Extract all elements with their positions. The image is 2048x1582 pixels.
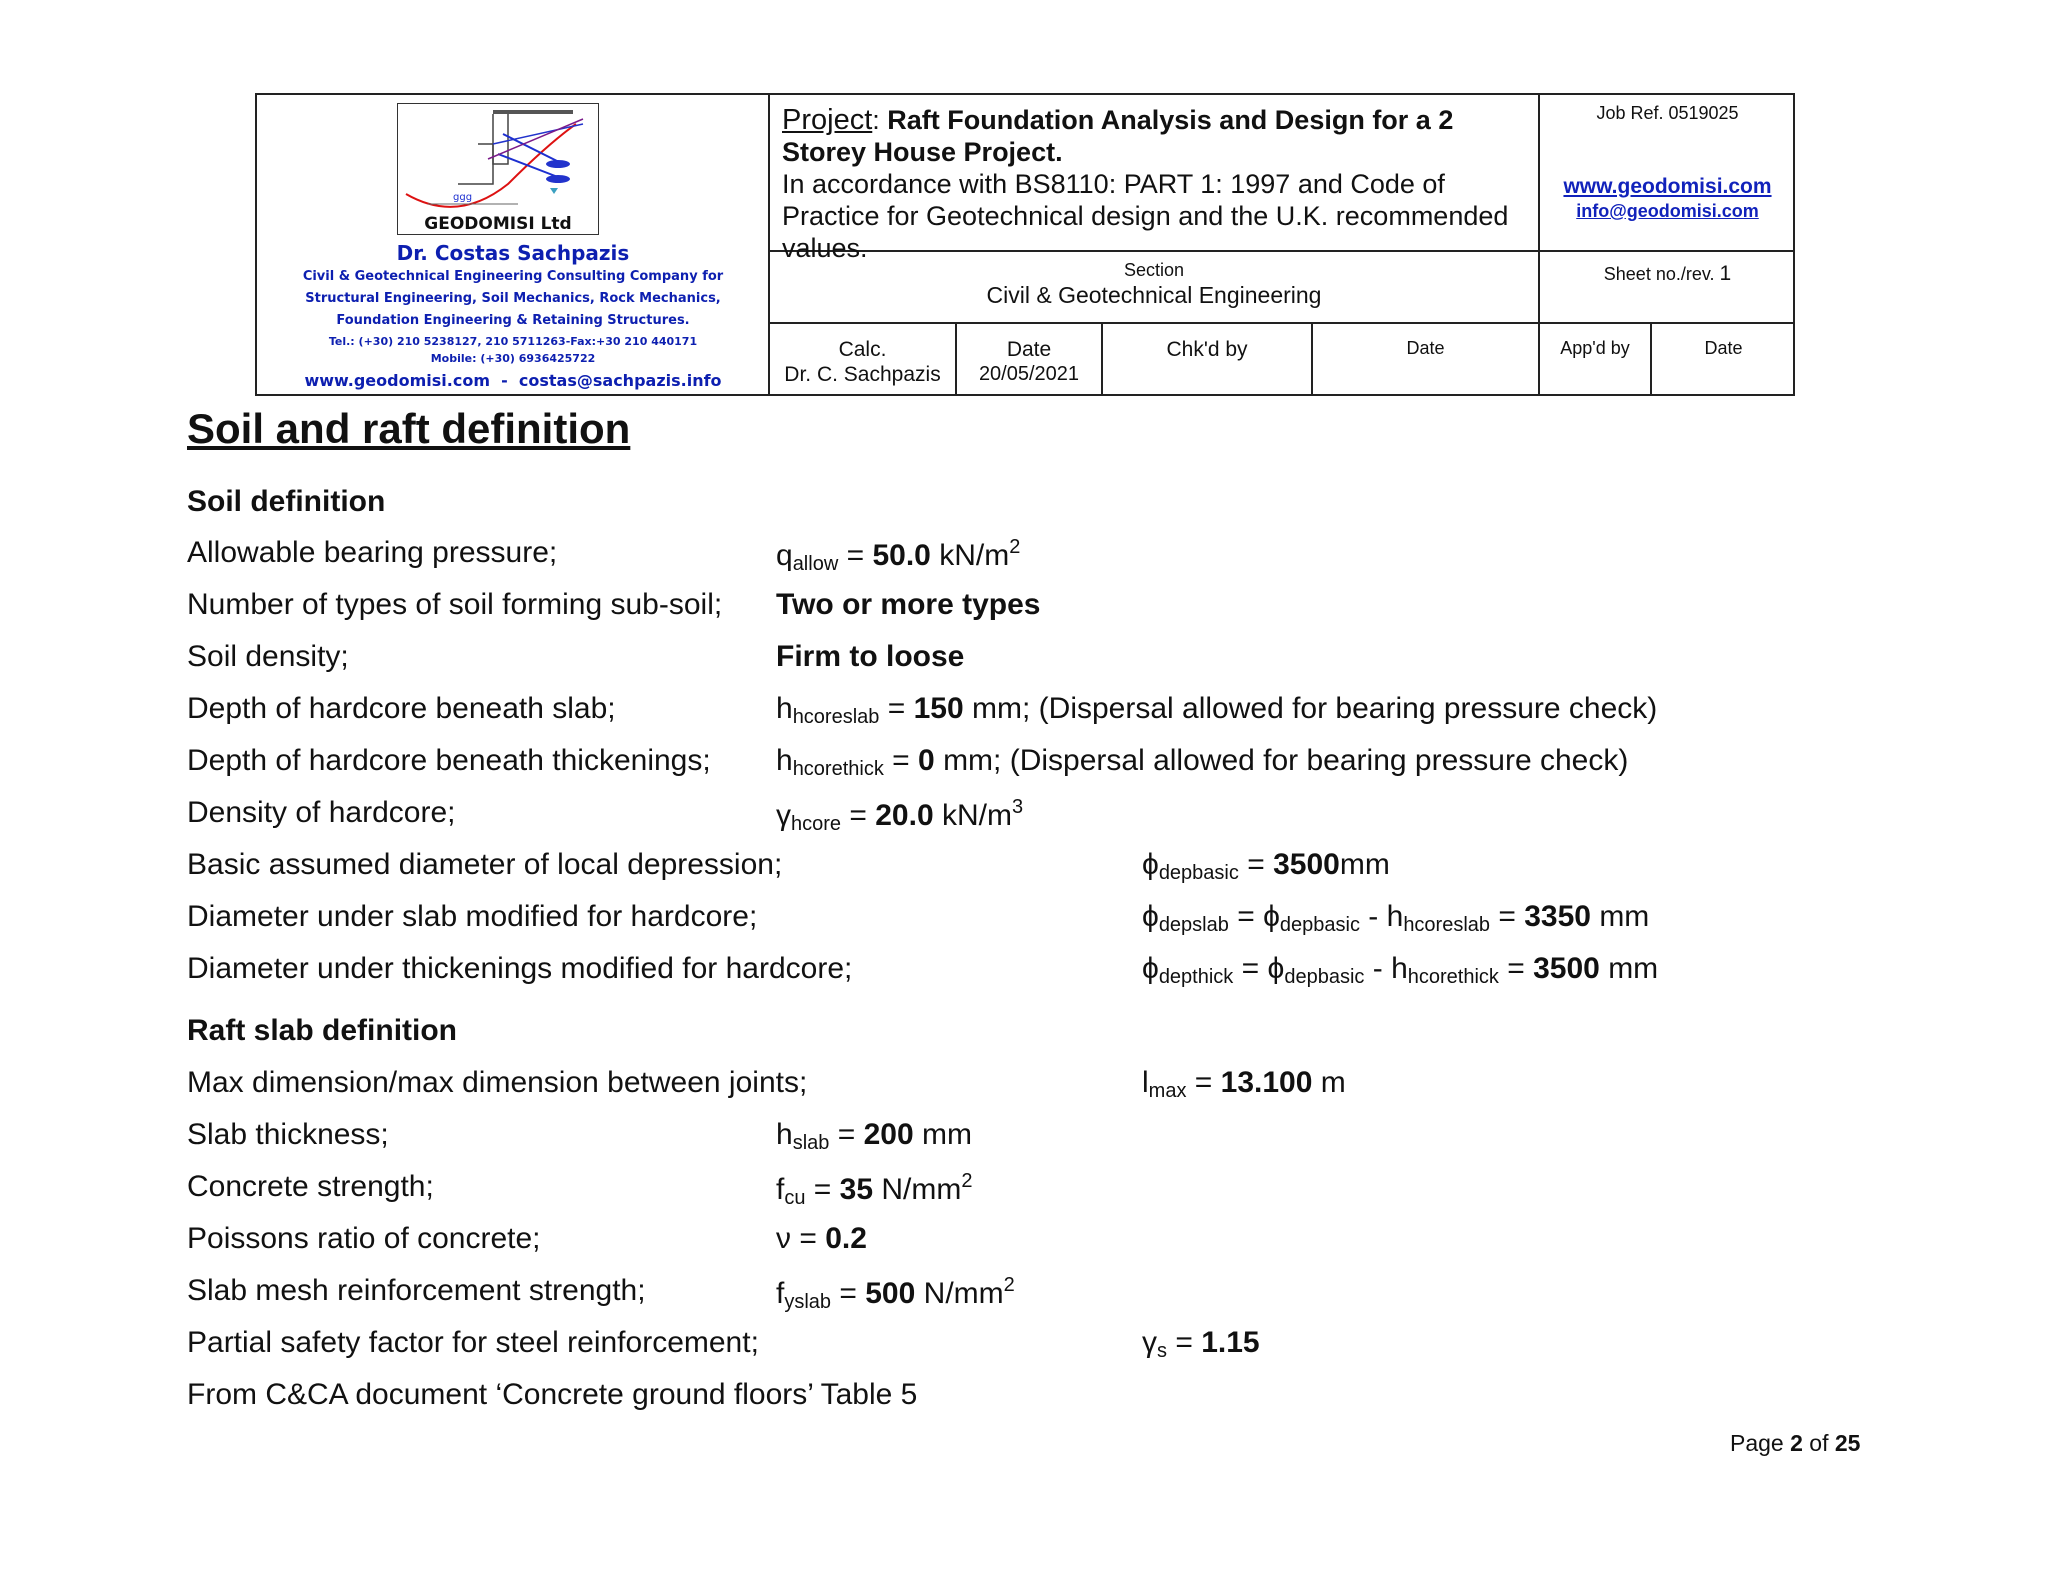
calc-label: Calc. <box>838 338 887 361</box>
gamma-s-label: Partial safety factor for steel reinforcement; <box>187 1326 759 1359</box>
company-description: Foundation Engineering & Retaining Structures. <box>336 313 690 328</box>
appd-label: App'd by <box>1560 338 1630 358</box>
company-description: Structural Engineering, Soil Mechanics, Rock Mechanics, <box>305 291 721 306</box>
dep-basic-label: Basic assumed diameter of local depression; <box>187 848 783 881</box>
poisson-value: ν = 0.2 <box>776 1222 867 1255</box>
section-value: Civil & Geotechnical Engineering <box>986 282 1322 308</box>
dep-thick-value: $\phi_{depthick} = \phi_{depbasic} - h_{hcorethick} = 3500$ mm <box>1142 952 1659 988</box>
header-table <box>255 93 1795 396</box>
dep-slab-value: $\phi_{depslab} = \phi_{depbasic} - h_{hcoreslab} = 3350$ mm <box>1142 900 1650 936</box>
poisson-label: Poissons ratio of concrete; <box>187 1222 541 1255</box>
hardcore-density-value: $\gamma_{hcore} = 20.0$ $kN/m^3$ <box>776 796 1024 835</box>
website-link[interactable] <box>1540 175 1795 199</box>
slab-thickness-value: $h_{slab} = 200$ mm <box>776 1118 972 1154</box>
project-block: Project: Raft Foundation Analysis and Design for a 2 Storey House Project. In accordance with BS8110: PART 1: 1997 and Code of Practice for Geotechnical design and the U.K. recommended values. <box>782 104 1532 264</box>
hardcore-thick-value: $h_{hcorethick} = 0$ mm; (Dispersal allowed for bearing pressure check) <box>776 744 1629 780</box>
company-tel: Tel.: (+30) 210 5238127, 210 5711263-Fax:+30 210 440171 <box>328 335 698 348</box>
hardcore-slab-label: Depth of hardcore beneath slab; <box>187 692 616 725</box>
date2-label: Date <box>1406 338 1445 358</box>
bearing-label: Allowable bearing pressure; <box>187 536 558 569</box>
fcu-label: Concrete strength; <box>187 1170 434 1203</box>
logo-name: GEODOMISI Ltd <box>424 214 572 234</box>
geotechnical-diagram-icon <box>398 104 598 212</box>
divider <box>768 322 1795 324</box>
company-logo <box>397 103 599 235</box>
date-label: Date <box>1006 338 1052 361</box>
dep-basic-value: $\phi_{depbasic} = 3500mm$ <box>1142 848 1390 884</box>
project-note: In accordance with BS8110: PART 1: 1997 and Code of Practice for Geotechnical design and the U.K. recommended values. <box>782 169 1509 263</box>
fy-value: $f_{yslab} = 500$ $N/mm^2$ <box>776 1274 1015 1313</box>
hardcore-slab-value: $h_{hcoreslab} = 150$ mm; (Dispersal allowed for bearing pressure check) <box>776 692 1658 728</box>
project-title: Raft Foundation Analysis and Design for a 2 Storey House Project. <box>782 105 1454 167</box>
section-label: Section <box>1123 260 1185 280</box>
sheet-value: 1 <box>1719 262 1732 285</box>
page-title: Soil and raft definition <box>187 405 631 452</box>
company-web-email: www.geodomisi.com - costas@sachpazis.info <box>304 371 722 390</box>
sheet-label: Sheet no./rev. <box>1603 264 1715 284</box>
job-ref: Job Ref. 0519025 <box>1596 103 1739 123</box>
soil-density-label: Soil density; <box>187 640 349 673</box>
email-link[interactable] <box>1540 201 1795 222</box>
fcu-value: $f_{cu} = 35$ $N/mm^2$ <box>776 1170 973 1209</box>
gamma-s-value: $\gamma_s = 1.15$ <box>1142 1326 1260 1362</box>
sheet-rev <box>1540 262 1795 286</box>
lmax-label: Max dimension/max dimension between joints; <box>187 1066 808 1099</box>
fy-label: Slab mesh reinforcement strength; <box>187 1274 646 1307</box>
company-description: Civil & Geotechnical Engineering Consulting Company for <box>302 269 724 284</box>
dep-slab-label: Diameter under slab modified for hardcore; <box>187 900 758 933</box>
hardcore-thick-label: Depth of hardcore beneath thickenings; <box>187 744 711 777</box>
soil-types-label: Number of types of soil forming sub-soil; <box>187 588 723 621</box>
soil-types-value: Two or more types <box>776 588 1041 621</box>
project-label: Project <box>782 104 873 136</box>
hardcore-density-label: Density of hardcore; <box>187 796 456 829</box>
reference-note: From C&CA document ‘Concrete ground floors’ Table 5 <box>187 1378 918 1411</box>
soil-heading: Soil definition <box>187 485 386 518</box>
svg-text:ggg: ggg <box>453 192 473 203</box>
bearing-value: $q_{allow} = 50.0$ $kN/m^2$ <box>776 536 1021 575</box>
calc-value: Dr. C. Sachpazis <box>784 363 941 386</box>
company-mobile: Mobile: (+30) 6936425722 <box>430 352 596 365</box>
page-number: Page 2 of 25 <box>1730 1430 1861 1456</box>
raft-heading: Raft slab definition <box>187 1014 457 1047</box>
date-value: 20/05/2021 <box>978 363 1080 385</box>
lmax-value: $l_{max} = 13.100$ m <box>1142 1066 1346 1102</box>
website-link-text[interactable]: www.geodomisi.com <box>1563 175 1772 198</box>
company-person: Dr. Costas Sachpazis <box>396 241 630 265</box>
email-link-text[interactable]: info@geodomisi.com <box>1576 201 1759 221</box>
slab-thickness-label: Slab thickness; <box>187 1118 389 1151</box>
chkd-label: Chk'd by <box>1166 338 1248 361</box>
date3-label: Date <box>1704 338 1743 358</box>
dep-thick-label: Diameter under thickenings modified for hardcore; <box>187 952 853 985</box>
soil-density-value: Firm to loose <box>776 640 965 673</box>
